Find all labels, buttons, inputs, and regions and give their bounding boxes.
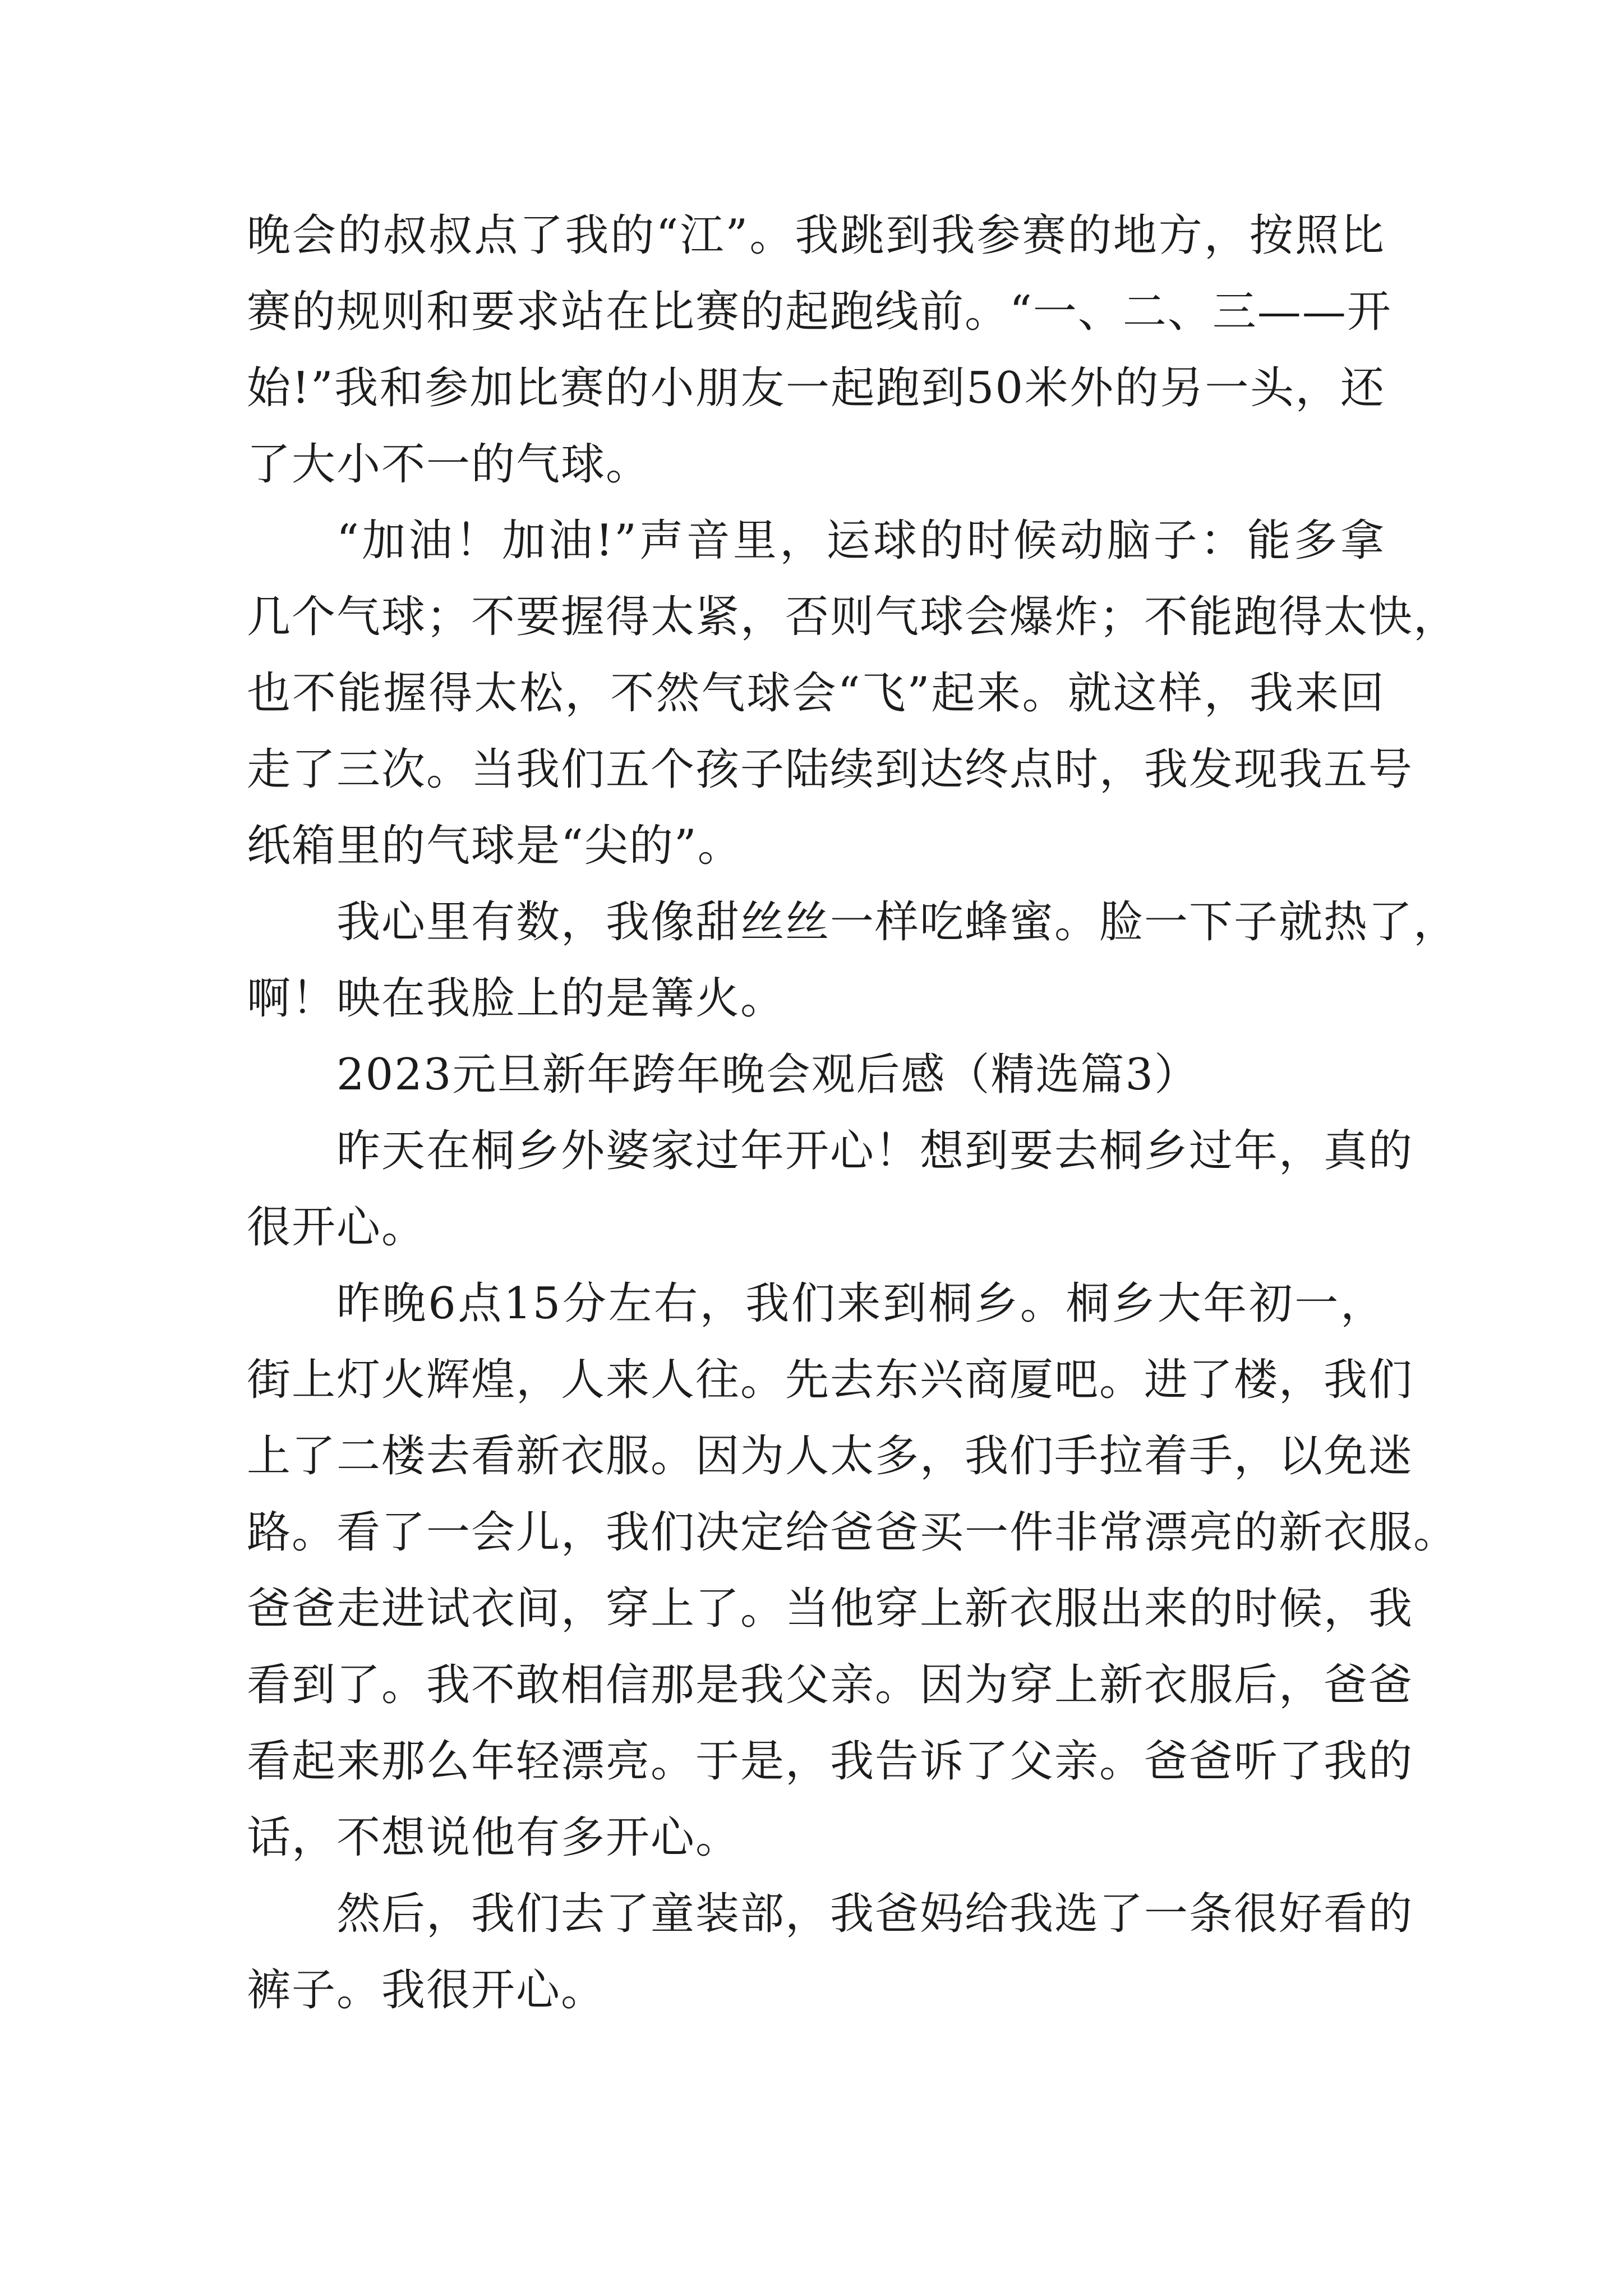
text-line: 晚会的叔叔点了我的“江”。我跳到我参赛的地方，按照比 [247,210,1385,261]
document-body [247,197,1459,2028]
text-line: 看起来那么年轻漂亮。于是，我告诉了父亲。爸爸听了我的 [247,1736,1414,1787]
text-line: 上了二楼去看新衣服。因为人太多，我们手拉着手，以免迷 [247,1431,1414,1481]
text-line: 始!”我和参加比赛的小朋友一起跑到50米外的另一头，还 [247,363,1385,413]
text-line: 路。看了一会儿，我们决定给爸爸买一件非常漂亮的新衣服。 [247,1507,1459,1558]
text-line: 裤子。我很开心。 [247,1965,606,2016]
text-line: 话，不想说他有多开心。 [247,1812,741,1863]
text-line: 街上灯火辉煌，人来人往。先去东兴商厦吧。进了楼，我们 [247,1355,1414,1405]
text-line: 啊！映在我脸上的是篝火。 [247,973,786,1024]
text-line: 纸箱里的气球是“尖的”。 [247,821,743,871]
text-line: 走了三次。当我们五个孩子陆续到达终点时，我发现我五号 [247,744,1414,795]
paragraph-first-line: 我心里有数，我像甜丝丝一样吃蜂蜜。脸一下子就热了， [336,897,1459,947]
text-line: 赛的规则和要求站在比赛的起跑线前。“一、二、三——开 [247,287,1392,337]
text-line: 也不能握得太松，不然气球会“飞”起来。就这样，我来回 [247,668,1385,719]
text-line: 很开心。 [247,1202,427,1253]
text-line: 看到了。我不敢相信那是我父亲。因为穿上新衣服后，爸爸 [247,1660,1414,1710]
paragraph-first-line: “加油！加油!”声音里，运球的时候动脑子：能多拿 [336,516,1385,566]
text-line: 了大小不一的气球。 [247,439,651,490]
text-line: 几个气球；不要握得太紧，否则气球会爆炸；不能跑得太快， [247,592,1459,642]
text-line: 爸爸走进试衣间，穿上了。当他穿上新衣服出来的时候，我 [247,1584,1414,1634]
paragraph-first-line: 然后，我们去了童装部，我爸妈给我选了一条很好看的 [336,1889,1414,1939]
section-heading: 2023元旦新年跨年晚会观后感（精选篇3） [336,1050,1200,1100]
paragraph-first-line: 昨晚6点15分左右，我们来到桐乡。桐乡大年初一， [336,1278,1385,1329]
paragraph-first-line: 昨天在桐乡外婆家过年开心！想到要去桐乡过年，真的 [336,1126,1414,1176]
